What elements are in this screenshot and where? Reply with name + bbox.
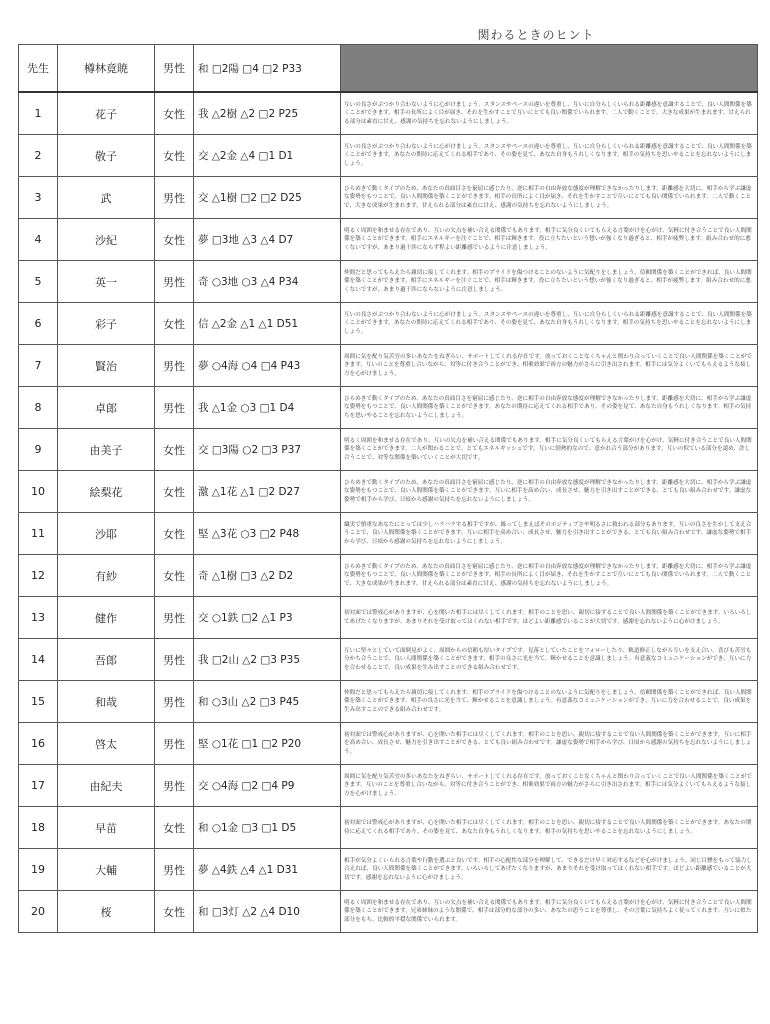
row-sex: 女性 [155, 555, 194, 597]
row-name: 絵梨花 [58, 471, 155, 513]
header-label: 先生 [19, 45, 58, 93]
table-row [19, 135, 758, 177]
row-number: 10 [19, 471, 58, 513]
row-hint: 繊実で慎重なあなたにとっては少しハラハラする相手ですが、繰ってしまえばそのポジティブさや明るさに救われる部分もあります。互いの良さを生かして支え合うことで、良い人間関係を築くことができます。互いに相手を高め合い、成長させ、魅力を引き出すことができる、とても良い組み合わせです。謙虚な姿勢で相手から学び、日頃から感謝の気持ちを忘れないようにしましょう。 [341, 513, 758, 555]
row-hint: 初対面では警戒心がありますが、心を開いた相手には尽くしてくれます。相手のことを思い、親切に接することで良い人間関係を築くことができます。あなたの期待に応えてくれる相手であり、その姿を見て、あなた自身もうれしくなります。相手の気持ちを思いやることを忘れないようにしましょう。 [341, 807, 758, 849]
header-row [19, 45, 758, 93]
table-row [19, 513, 758, 555]
row-sex: 男性 [155, 597, 194, 639]
row-number: 20 [19, 891, 58, 933]
row-hint: 周囲に気を配り気苦労の多いあなたをねぎらい、サポートしてくれる存在です。放っておくことなくちゃんと関わり合っていくことで良い人間関係を築くことができます。互いのことを尊重し合いながら、対等に付き合うことができ、相乗効果で両方の魅力がさらに引き出されます。相手には気分よくいてもらえるような接し方を心がけましょう。 [341, 345, 758, 387]
table-row [19, 261, 758, 303]
row-code: 我 △1金 ○3 □1 D4 [194, 387, 341, 429]
row-sex: 男性 [155, 261, 194, 303]
row-sex: 女性 [155, 92, 194, 135]
table-row [19, 891, 758, 933]
row-hint: 互いの良さがぶつかり合わないように心がけましょう。スタンスやペースの違いを尊重し、互いに自分らしくいられる距離感を意識することで、良い人間関係を築くことができます。あなたの期待に応えてくれる相手であり、その姿を見て、あなた自身もうれしくなります。相手の気持ちを思いやることを忘れないようにしましょう。 [341, 135, 758, 177]
row-sex: 男性 [155, 177, 194, 219]
row-name: 健作 [58, 597, 155, 639]
row-code: 激 △1花 △1 □2 D27 [194, 471, 341, 513]
row-name: 啓太 [58, 723, 155, 765]
row-sex: 男性 [155, 681, 194, 723]
row-name: 有紗 [58, 555, 155, 597]
table-row [19, 219, 758, 261]
row-code: 堅 △3花 ○3 □2 P48 [194, 513, 341, 555]
row-code: 和 □3灯 △2 △4 D10 [194, 891, 341, 933]
row-name: 卓郎 [58, 387, 155, 429]
table-row [19, 597, 758, 639]
row-sex: 女性 [155, 807, 194, 849]
row-name: 花子 [58, 92, 155, 135]
table-row [19, 849, 758, 891]
row-name: 大輔 [58, 849, 155, 891]
row-name: 彩子 [58, 303, 155, 345]
row-name: 英一 [58, 261, 155, 303]
row-sex: 男性 [155, 849, 194, 891]
row-name: 沙耶 [58, 513, 155, 555]
row-number: 6 [19, 303, 58, 345]
row-sex: 女性 [155, 135, 194, 177]
row-hint: ひらめきで動くタイプのため、あなたの真面目さを窮屈に感じたり、逆に相手の自由奔放な態度が理解できなかったりします。距離感を大切に、相手から学ぶ謙虚な姿勢をもつことで、良い人間関係を築くことができます。あなたの期待に応えてくれる相手であり、その姿を見て、あなた自身もうれしくなります。相手の気持ちを思いやることを忘れないようにしましょう。 [341, 387, 758, 429]
row-number: 13 [19, 597, 58, 639]
row-code: 夢 △4鉄 △4 △1 D31 [194, 849, 341, 891]
row-number: 5 [19, 261, 58, 303]
row-hint: 明るく周囲を和ませる存在であり、互いの欠点を補い合える関係でもあります。相手に気分良くいてもらえる言葉がけを心がけ、気軽に付き合うことで良い人間関係を築くことができます。兄弟姉妹のような関係で、相手は部分的な部分の多い、あなたの思うことを尊重し、その言葉に気持ちよく従ってくれます。互いに似た部分をもち、比較的平穏な関係でいられます。 [341, 891, 758, 933]
row-number: 19 [19, 849, 58, 891]
row-sex: 男性 [155, 387, 194, 429]
row-name: 和哉 [58, 681, 155, 723]
row-hint: 明るく周囲を和ませる存在であり、互いの欠点を補い合える関係でもあります。相手に気分良くいてもらえる言葉がけを心がけ、気軽に付き合うことで良い人間関係を築くことができます。相手にエネルギーを注ぐことで、相手は輝きます。役に立ちたいという想いが強くなり過ぎると、相手が疲弊します。組み合わせ的に悪くないですが、あまり過干渉にならず程よい距離感でいるように注意しましょう。 [341, 219, 758, 261]
row-sex: 女性 [155, 513, 194, 555]
row-sex: 男性 [155, 765, 194, 807]
row-hint: 互いの良さがぶつかり合わないように心がけましょう。スタンスやペースの違いを尊重し、互いに自分らしくいられる距離感を意識することで、良い人間関係を築くことができます。あなたの期待に応えてくれる相手であり、その姿を見て、あなた自身もうれしくなります。相手の気持ちを思いやることを忘れないようにしましょう。 [341, 303, 758, 345]
row-sex: 女性 [155, 471, 194, 513]
row-code: 交 ○4海 □2 □4 P9 [194, 765, 341, 807]
row-hint: 仲間だと思ってもらえたら親切に接してくれます。相手のプライドを傷つけることのないように気配りをしましょう。信頼関係を築くことができれば、良い人間関係を築くことができます。相手にエネルギーを注ぐことで、相手は輝きます。役に立ちたいという想いが強くなり過ぎると、相手が疲弊します。組み合わせ的に悪くないですが、あまり過干渉にならないように注意しましょう。 [341, 261, 758, 303]
table-row [19, 345, 758, 387]
row-name: 由美子 [58, 429, 155, 471]
row-name: 早苗 [58, 807, 155, 849]
row-name: 由紀夫 [58, 765, 155, 807]
row-number: 11 [19, 513, 58, 555]
row-hint: 明るく周囲を和ませる存在であり、互いの欠点を補い合える関係でもあります。相手に気分良くいてもらえる言葉がけを心がけ、気軽に付き合うことで良い人間関係を築くことができます。二人が関わることで、とてもエネルギッシュです。互いに情熱的なので、意かれ合う部分があります。互いの似ている部分を認め、許し合うことで、対等な関係を築いていくことが大切です。 [341, 429, 758, 471]
row-code: 夢 □3地 △3 △4 D7 [194, 219, 341, 261]
row-sex: 男性 [155, 723, 194, 765]
table-row [19, 765, 758, 807]
table-row [19, 303, 758, 345]
row-sex: 男性 [155, 345, 194, 387]
row-code: 我 □2山 △2 □3 P35 [194, 639, 341, 681]
hints-table [18, 44, 758, 933]
table-row [19, 639, 758, 681]
row-hint: ひらめきで動くタイプのため、あなたの真面目さを窮屈に感じたり、逆に相手の自由奔放な態度が理解できなかったりします。距離感を大切に、相手から学ぶ謙虚な姿勢をもつことで、良い人間関係を築くことができます。互いに相手を高め合い、成長させ、魅力を引き出すことができる、とても良い組み合わせです。謙虚な姿勢で相手から学び、日頃から感謝の気持ちを忘れないようにしましょう。 [341, 471, 758, 513]
header-hint-cell [341, 45, 758, 93]
row-hint: 周囲に気を配り気苦労の多いあなたをねぎらい、サポートしてくれる存在です。放っておくことなくちゃんと関わり合っていくことで良い人間関係を築くことができます。互いのことを尊重し合いながら、対等に付き合うことができ、相乗効果で両方の魅力がさらに引き出されます。相手には気分よくいてもらえるような接し方を心がけましょう。 [341, 765, 758, 807]
row-hint: 初対面では警戒心がありますが、心を開いた相手には尽くしてくれます。相手のことを思い、親切に接することで良い人間関係を築くことができます。互いに相手を高め合い、成長させ、魅力を引き出すことができる、とても良い組み合わせです。謙虚な姿勢で相手から学び、日頃から感謝の気持ちを忘れないようにしましょう。 [341, 723, 758, 765]
row-hint: 初対面では警戒心がありますが、心を開いた相手には尽くしてくれます。相手のことを思い、親切に接することで良い人間関係を築くことができます。いろいろしてあげたくなりますが、あまりそれを受け取ってはくれない相手です。ほどよい距離感でいることが大切です。感謝を忘れないように心がけましょう。 [341, 597, 758, 639]
row-sex: 女性 [155, 303, 194, 345]
row-code: 堅 ○1花 □1 □2 P20 [194, 723, 341, 765]
row-code: 交 △1樹 □2 □2 D25 [194, 177, 341, 219]
header-name: 樽林竟暁 [58, 45, 155, 93]
row-code: 夢 ○4海 ○4 □4 P43 [194, 345, 341, 387]
table-row [19, 555, 758, 597]
table-row [19, 387, 758, 429]
row-number: 17 [19, 765, 58, 807]
row-hint: ひらめきで動くタイプのため、あなたの真面目さを窮屈に感じたり、逆に相手の自由奔放な態度が理解できなかったりします。距離感を大切に、相手から学ぶ謙虚な姿勢をもつことで、良い人間関係を築くことができます。相手の長所によく目が届き、それを生かすことで互いにとても良い関係でいられます。二人で動くことで、大きな成果が生まれます。甘えられる部分は素直に甘え、感謝の気持ちを忘れないようにしましょう。 [341, 555, 758, 597]
row-name: 賢治 [58, 345, 155, 387]
row-number: 3 [19, 177, 58, 219]
table-row [19, 429, 758, 471]
row-name: 桜 [58, 891, 155, 933]
row-number: 16 [19, 723, 58, 765]
row-number: 14 [19, 639, 58, 681]
row-code: 和 ○1金 □3 □1 D5 [194, 807, 341, 849]
row-code: 奇 ○3地 ○3 △4 P34 [194, 261, 341, 303]
row-hint: 互いの良さがぶつかり合わないように心がけましょう。スタンスやペースの違いを尊重し、互いに自分らしくいられる距離感を意識することで、良い人間関係を築くことができます。相手の長所によく目が届き、それを生かすことで互いにとても良い関係でいられます。二人で動くことで、大きな成果が生まれます。甘えられる部分は素直に甘え、感謝の気持ちを忘れないようにしましょう。 [341, 92, 758, 135]
row-hint: ひらめきで動くタイプのため、あなたの真面目さを窮屈に感じたり、逆に相手の自由奔放な態度が理解できなかったりします。距離感を大切に、相手から学ぶ謙虚な姿勢をもつことで、良い人間関係を築くことができます。相手の長所によく目が届き、それを生かすことで互いにとても良い関係でいられます。二人で動くことで、大きな成果が生まれます。甘えられる部分は素直に甘え、感謝の気持ちを忘れないようにしましょう。 [341, 177, 758, 219]
row-hint: 相手が気分よくいられる言葉や行動を選ぶと良いです。相手の心配性な部分を理解して、できるだけ早く対応するなどを心がけましょう。同じ目標をもって協力し合えれば、良い人間関係を築くことができます。いろいろしてあげたくなりますが、あまりそれを受け取ってはくれない相手です。ほどよい距離感でいることが大切です。感謝を忘れないように心がけましょう。 [341, 849, 758, 891]
row-number: 4 [19, 219, 58, 261]
row-number: 9 [19, 429, 58, 471]
header-sex: 男性 [155, 45, 194, 93]
row-number: 7 [19, 345, 58, 387]
table-row [19, 471, 758, 513]
row-number: 1 [19, 92, 58, 135]
row-name: 敬子 [58, 135, 155, 177]
row-code: 交 △2金 △4 □1 D1 [194, 135, 341, 177]
row-sex: 女性 [155, 219, 194, 261]
table-row [19, 807, 758, 849]
row-code: 交 □3陽 ○2 □3 P37 [194, 429, 341, 471]
row-code: 奇 △1樹 □3 △2 D2 [194, 555, 341, 597]
header-code: 和 □2陽 □4 □2 P33 [194, 45, 341, 93]
row-code: 交 ○1鉄 □2 △1 P3 [194, 597, 341, 639]
row-name: 沙紀 [58, 219, 155, 261]
row-name: 武 [58, 177, 155, 219]
row-number: 12 [19, 555, 58, 597]
row-code: 信 △2金 △1 △1 D51 [194, 303, 341, 345]
table-row [19, 177, 758, 219]
row-code: 我 △2樹 △2 □2 P25 [194, 92, 341, 135]
row-sex: 男性 [155, 639, 194, 681]
row-number: 15 [19, 681, 58, 723]
row-name: 吾郎 [58, 639, 155, 681]
row-number: 18 [19, 807, 58, 849]
row-code: 和 ○3山 △2 □3 P45 [194, 681, 341, 723]
row-sex: 女性 [155, 891, 194, 933]
row-hint: 互いに堅々としていて面倒見がよく、周囲からの信頼も厚いタイプです。見落としていたことをフォローしたり、軌道修正しながら互いを支え合い、喜びも苦労も分かち合うことで、良い人間関係を築くことができます。相手の良さに光を当て、輝かせることを意識しましょう。有意義なコミュニケーションができ、互いに力を合わせることで、良い成果を生み出すことのできる組み合わせです。 [341, 639, 758, 681]
page-title: 関わるときのヒント [477, 28, 595, 42]
table-row [19, 92, 758, 135]
row-sex: 女性 [155, 429, 194, 471]
row-number: 8 [19, 387, 58, 429]
table-row [19, 723, 758, 765]
row-number: 2 [19, 135, 58, 177]
row-hint: 仲間だと思ってもらえたら親切に接してくれます。相手のプライドを傷つけることのないように気配りをしましょう。信頼関係を築くことができれば、良い人間関係を築くことができます。相手の良さに光を当て、輝かせることを意識しましょう。有意義なコミュニケーションができ、互いに力を合わせることで、良い成果を生み出すことのできる組み合わせです。 [341, 681, 758, 723]
table-row [19, 681, 758, 723]
